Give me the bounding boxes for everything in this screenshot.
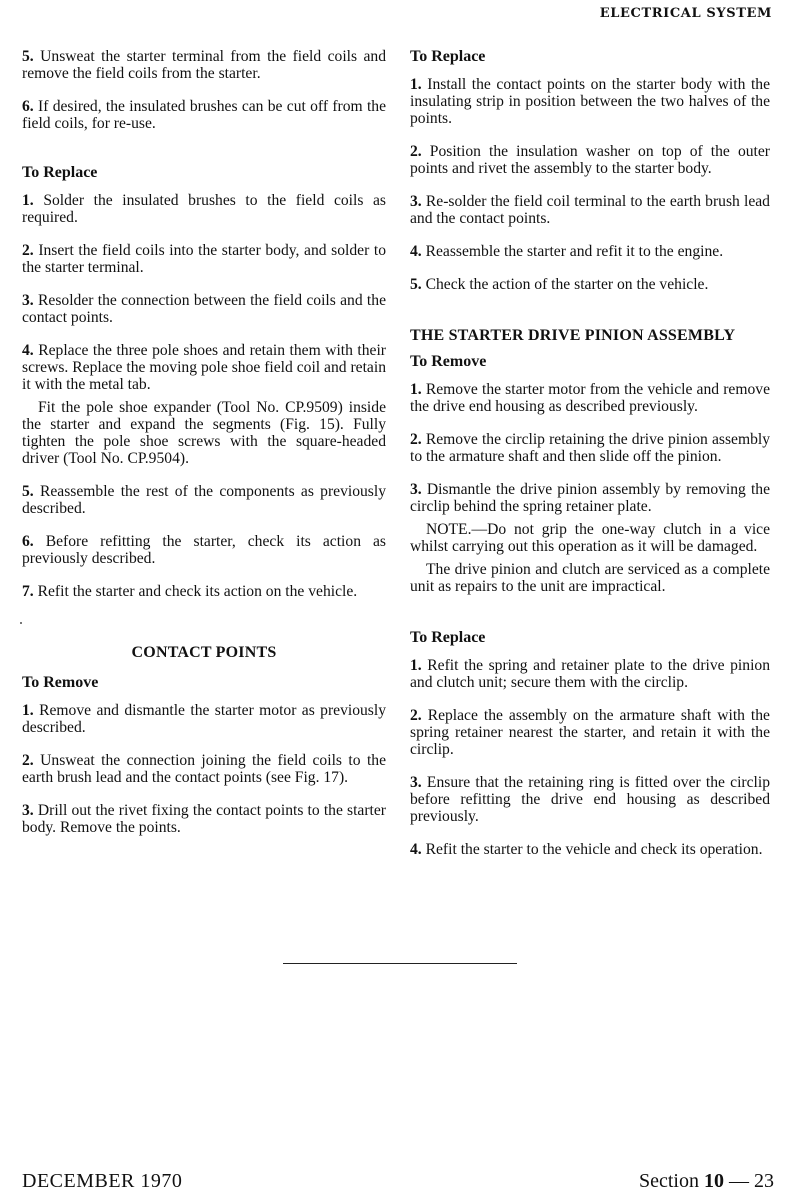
- step-paragraph: 7. Refit the starter and check its action on the vehicle.: [22, 583, 358, 600]
- footer-date: DECEMBER 1970: [22, 1170, 183, 1192]
- step-paragraph: 4. Replace the three pole shoes and retain them with their screws. Replace the moving pole shoe field coil and retain it with the metal tab.: [22, 342, 386, 393]
- step-paragraph: 1. Solder the insulated brushes to the field coils as required.: [22, 192, 386, 226]
- step-paragraph: 3. Re-solder the field coil terminal to the earth brush lead and the contact points.: [410, 193, 770, 227]
- running-head: ELECTRICAL SYSTEM: [599, 6, 772, 21]
- step-paragraph: 1. Remove and dismantle the starter motor as previously described.: [22, 702, 386, 736]
- step-paragraph: 6. Before refitting the starter, check its action as previously described.: [22, 533, 386, 567]
- right-column: [410, 48, 770, 874]
- step-paragraph: 3. Dismantle the drive pinion assembly by removing the circlip behind the spring retainer plate.: [410, 481, 770, 515]
- subheading-to-replace: To Replace: [410, 629, 486, 646]
- stray-mark: [20, 622, 22, 624]
- section-divider: [283, 963, 517, 964]
- step-paragraph: 1. Refit the spring and retainer plate to the drive pinion and clutch unit; secure them with the circlip.: [410, 657, 770, 691]
- footer-page-ref: [639, 1170, 774, 1193]
- section-number: 10: [704, 1170, 724, 1192]
- subheading-to-remove: To Remove: [410, 353, 487, 370]
- subheading-to-replace: To Replace: [22, 164, 98, 181]
- step-paragraph: 2. Unsweat the connection joining the field coils to the earth brush lead and the contact points (see Fig. 17).: [22, 752, 386, 786]
- heading-contact-points: CONTACT POINTS: [131, 644, 277, 661]
- subheading-to-replace: To Replace: [410, 48, 486, 65]
- step-paragraph: 4. Refit the starter to the vehicle and check its operation.: [410, 841, 763, 858]
- step-paragraph: 2. Remove the circlip retaining the drive pinion assembly to the armature shaft and then slide off the pinion.: [410, 431, 770, 465]
- step-paragraph: 3. Drill out the rivet fixing the contact points to the starter body. Remove the points.: [22, 802, 386, 836]
- note-paragraph: NOTE.—Do not grip the one-way clutch in a vice whilst carrying out this operation as it will be damaged.: [410, 521, 770, 555]
- service-paragraph: The drive pinion and clutch are serviced as a complete unit as repairs to the unit are impractical.: [410, 561, 770, 595]
- step-paragraph: 2. Position the insulation washer on top of the outer points and rivet the assembly to the starter body.: [410, 143, 770, 177]
- left-column: [22, 48, 386, 852]
- step-paragraph: 1. Remove the starter motor from the vehicle and remove the drive end housing as described previously.: [410, 381, 770, 415]
- step-paragraph: 3. Ensure that the retaining ring is fitted over the circlip before refitting the drive end housing as described previously.: [410, 774, 770, 825]
- step-paragraph: 5. Reassemble the rest of the components as previously described.: [22, 483, 386, 517]
- page-separator: —: [729, 1170, 749, 1192]
- step-paragraph: 2. Insert the field coils into the starter body, and solder to the starter terminal.: [22, 242, 386, 276]
- step-paragraph: 3. Resolder the connection between the field coils and the contact points.: [22, 292, 386, 326]
- note-paragraph: Fit the pole shoe expander (Tool No. CP.9509) inside the starter and expand the segments (Fig. 15). Fully tighten the pole shoe screws with the square-headed driver (Tool No. CP.9504).: [22, 399, 386, 467]
- section-label: Section: [639, 1170, 699, 1192]
- step-paragraph: 5. Check the action of the starter on the vehicle.: [410, 276, 709, 293]
- step-paragraph: 1. Install the contact points on the starter body with the insulating strip in position between the two halves of the points.: [410, 76, 770, 127]
- heading-starter-drive-pinion: THE STARTER DRIVE PINION ASSEMBLY: [410, 327, 736, 344]
- page-number: 23: [754, 1170, 774, 1192]
- step-paragraph: 2. Replace the assembly on the armature shaft with the spring retainer nearest the starter, and retain it with the circlip.: [410, 707, 770, 758]
- subheading-to-remove: To Remove: [22, 674, 99, 691]
- step-paragraph: 4. Reassemble the starter and refit it to the engine.: [410, 243, 724, 260]
- step-paragraph: 5. Unsweat the starter terminal from the field coils and remove the field coils from the starter.: [22, 48, 386, 82]
- step-paragraph: 6. If desired, the insulated brushes can be cut off from the field coils, for re-use.: [22, 98, 386, 132]
